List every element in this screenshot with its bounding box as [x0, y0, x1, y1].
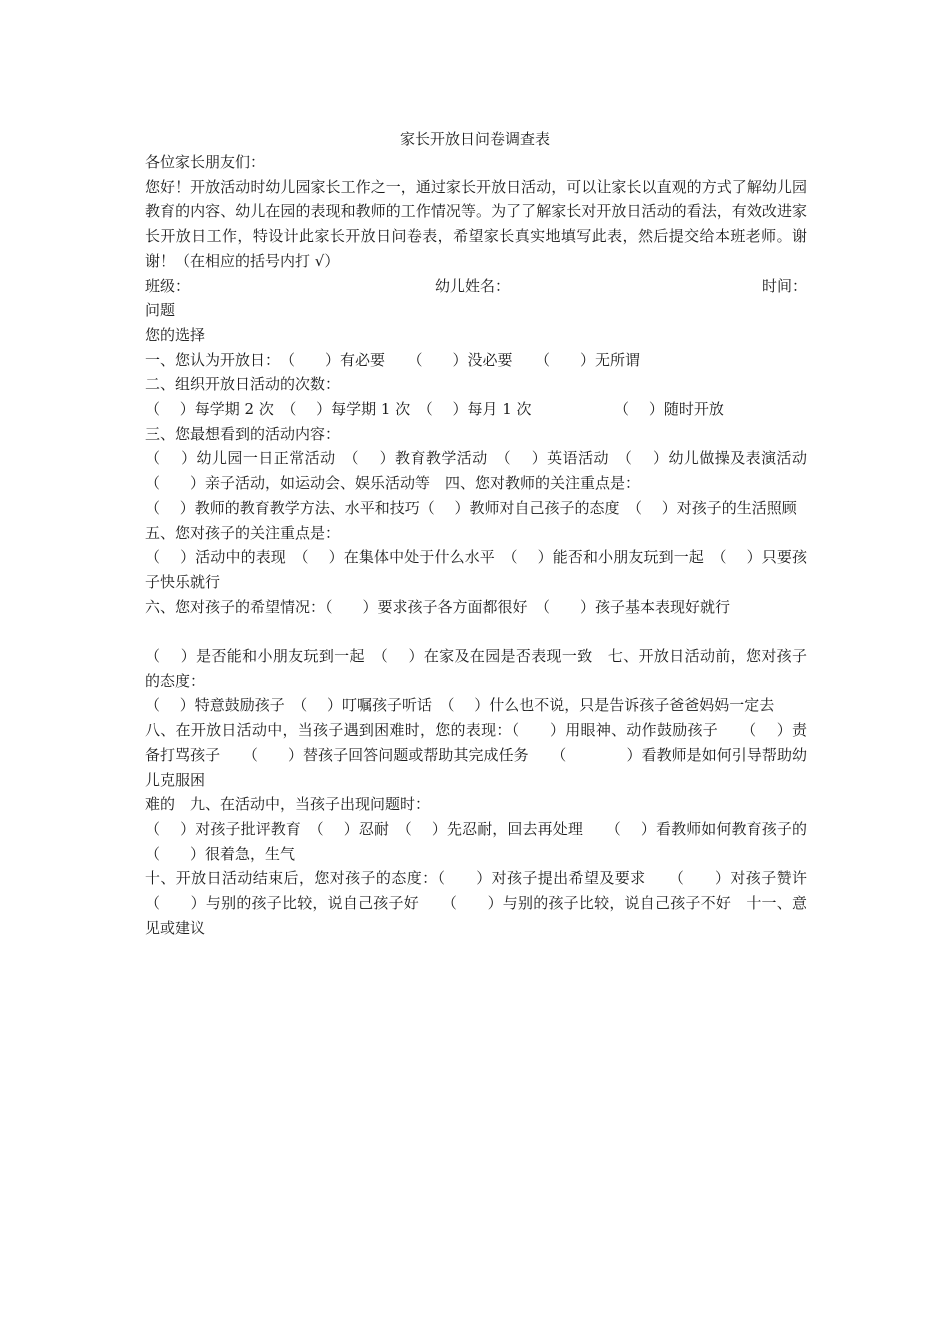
survey-line: 二、组织开放日活动的次数： — [145, 375, 341, 394]
survey-line: 六、您对孩子的希望情况：（ ）要求孩子各方面都很好 （ ）孩子基本表现好就行 — [145, 597, 731, 616]
class-label: 班级： — [145, 276, 191, 295]
survey-line: （ ）特意鼓励孩子 （ ）叮嘱孩子听话 （ ）什么也不说，只是告诉孩子爸爸妈妈一定去 — [145, 696, 775, 715]
child-name-label: 幼儿姓名： — [435, 276, 511, 295]
document-title: 家长开放日问卷调查表 — [399, 130, 550, 148]
survey-line: 一、您认为开放日： （ ）有必要 （ ）没必要 （ ）无所谓 — [145, 350, 641, 369]
survey-line: 八、在开放日活动中，当孩子遇到困难时，您的表现：（ ）用眼神、动作鼓励孩子 （ ）责备打骂孩子 （ ）替孩子回答问题或帮助其完成任务 （ ）看教师是如何引导帮助幼儿克服困 — [145, 721, 807, 789]
document-body — [145, 150, 838, 940]
survey-line: （ ）活动中的表现 （ ）在集体中处于什么水平 （ ）能否和小朋友玩到一起 （ ）只要孩子快乐就行 — [145, 548, 807, 591]
survey-line: （ ）教师的教育教学方法、水平和技巧（ ）教师对自己孩子的态度 （ ）对孩子的生活照顾 — [145, 498, 797, 517]
column-choice-label: 您的选择 — [145, 325, 206, 344]
survey-line: （ ）是否能和小朋友玩到一起 （ ）在家及在园是否表现一致 七、开放日活动前，您对孩子的态度： — [145, 647, 807, 690]
survey-line: （ ）幼儿园一日正常活动 （ ）教育教学活动 （ ）英语活动 （ ）幼儿做操及表演活动 （ ）亲子活动，如运动会、娱乐活动等 四、您对教师的关注重点是： — [145, 449, 838, 493]
info-line — [145, 274, 807, 299]
blank-line — [145, 619, 807, 644]
column-question-label: 问题 — [145, 301, 176, 320]
survey-line: 十、开放日活动结束后，您对孩子的态度：（ ）对孩子提出希望及要求 （ ）对孩子赞许 （ ）与别的孩子比较，说自己孩子好 （ ）与别的孩子比较，说自己孩子不好 十一、意见或建议 — [145, 869, 838, 937]
time-label: 时间： — [761, 276, 807, 295]
intro-paragraph: 您好！开放活动时幼儿园家长工作之一，通过家长开放日活动，可以让家长以直观的方式了解幼儿园教育的内容、幼儿在园的表现和教师的工作情况等。为了了解家长对开放日活动的看法，有效改进家长开放日工作，特设计此家长开放日问卷表，希望家长真实地填写此表，然后提交给本班老师。谢谢！（在相应的括号内打 √） — [145, 177, 807, 270]
greeting: 各位家长朋友们： — [145, 153, 266, 171]
survey-line: 三、您最想看到的活动内容： — [145, 424, 341, 443]
survey-line: （ ）每学期 2 次 （ ）每学期 1 次 （ ）每月 1 次 （ ）随时开放 — [145, 400, 724, 419]
survey-line: （ ）对孩子批评教育 （ ）忍耐 （ ）先忍耐，回去再处理 （ ）看教师如何教育孩子的（ ）很着急，生气 — [145, 819, 807, 863]
survey-line: 难的 九、在活动中，当孩子出现问题时： — [145, 795, 431, 814]
survey-line: 五、您对孩子的关注重点是： — [145, 523, 341, 542]
